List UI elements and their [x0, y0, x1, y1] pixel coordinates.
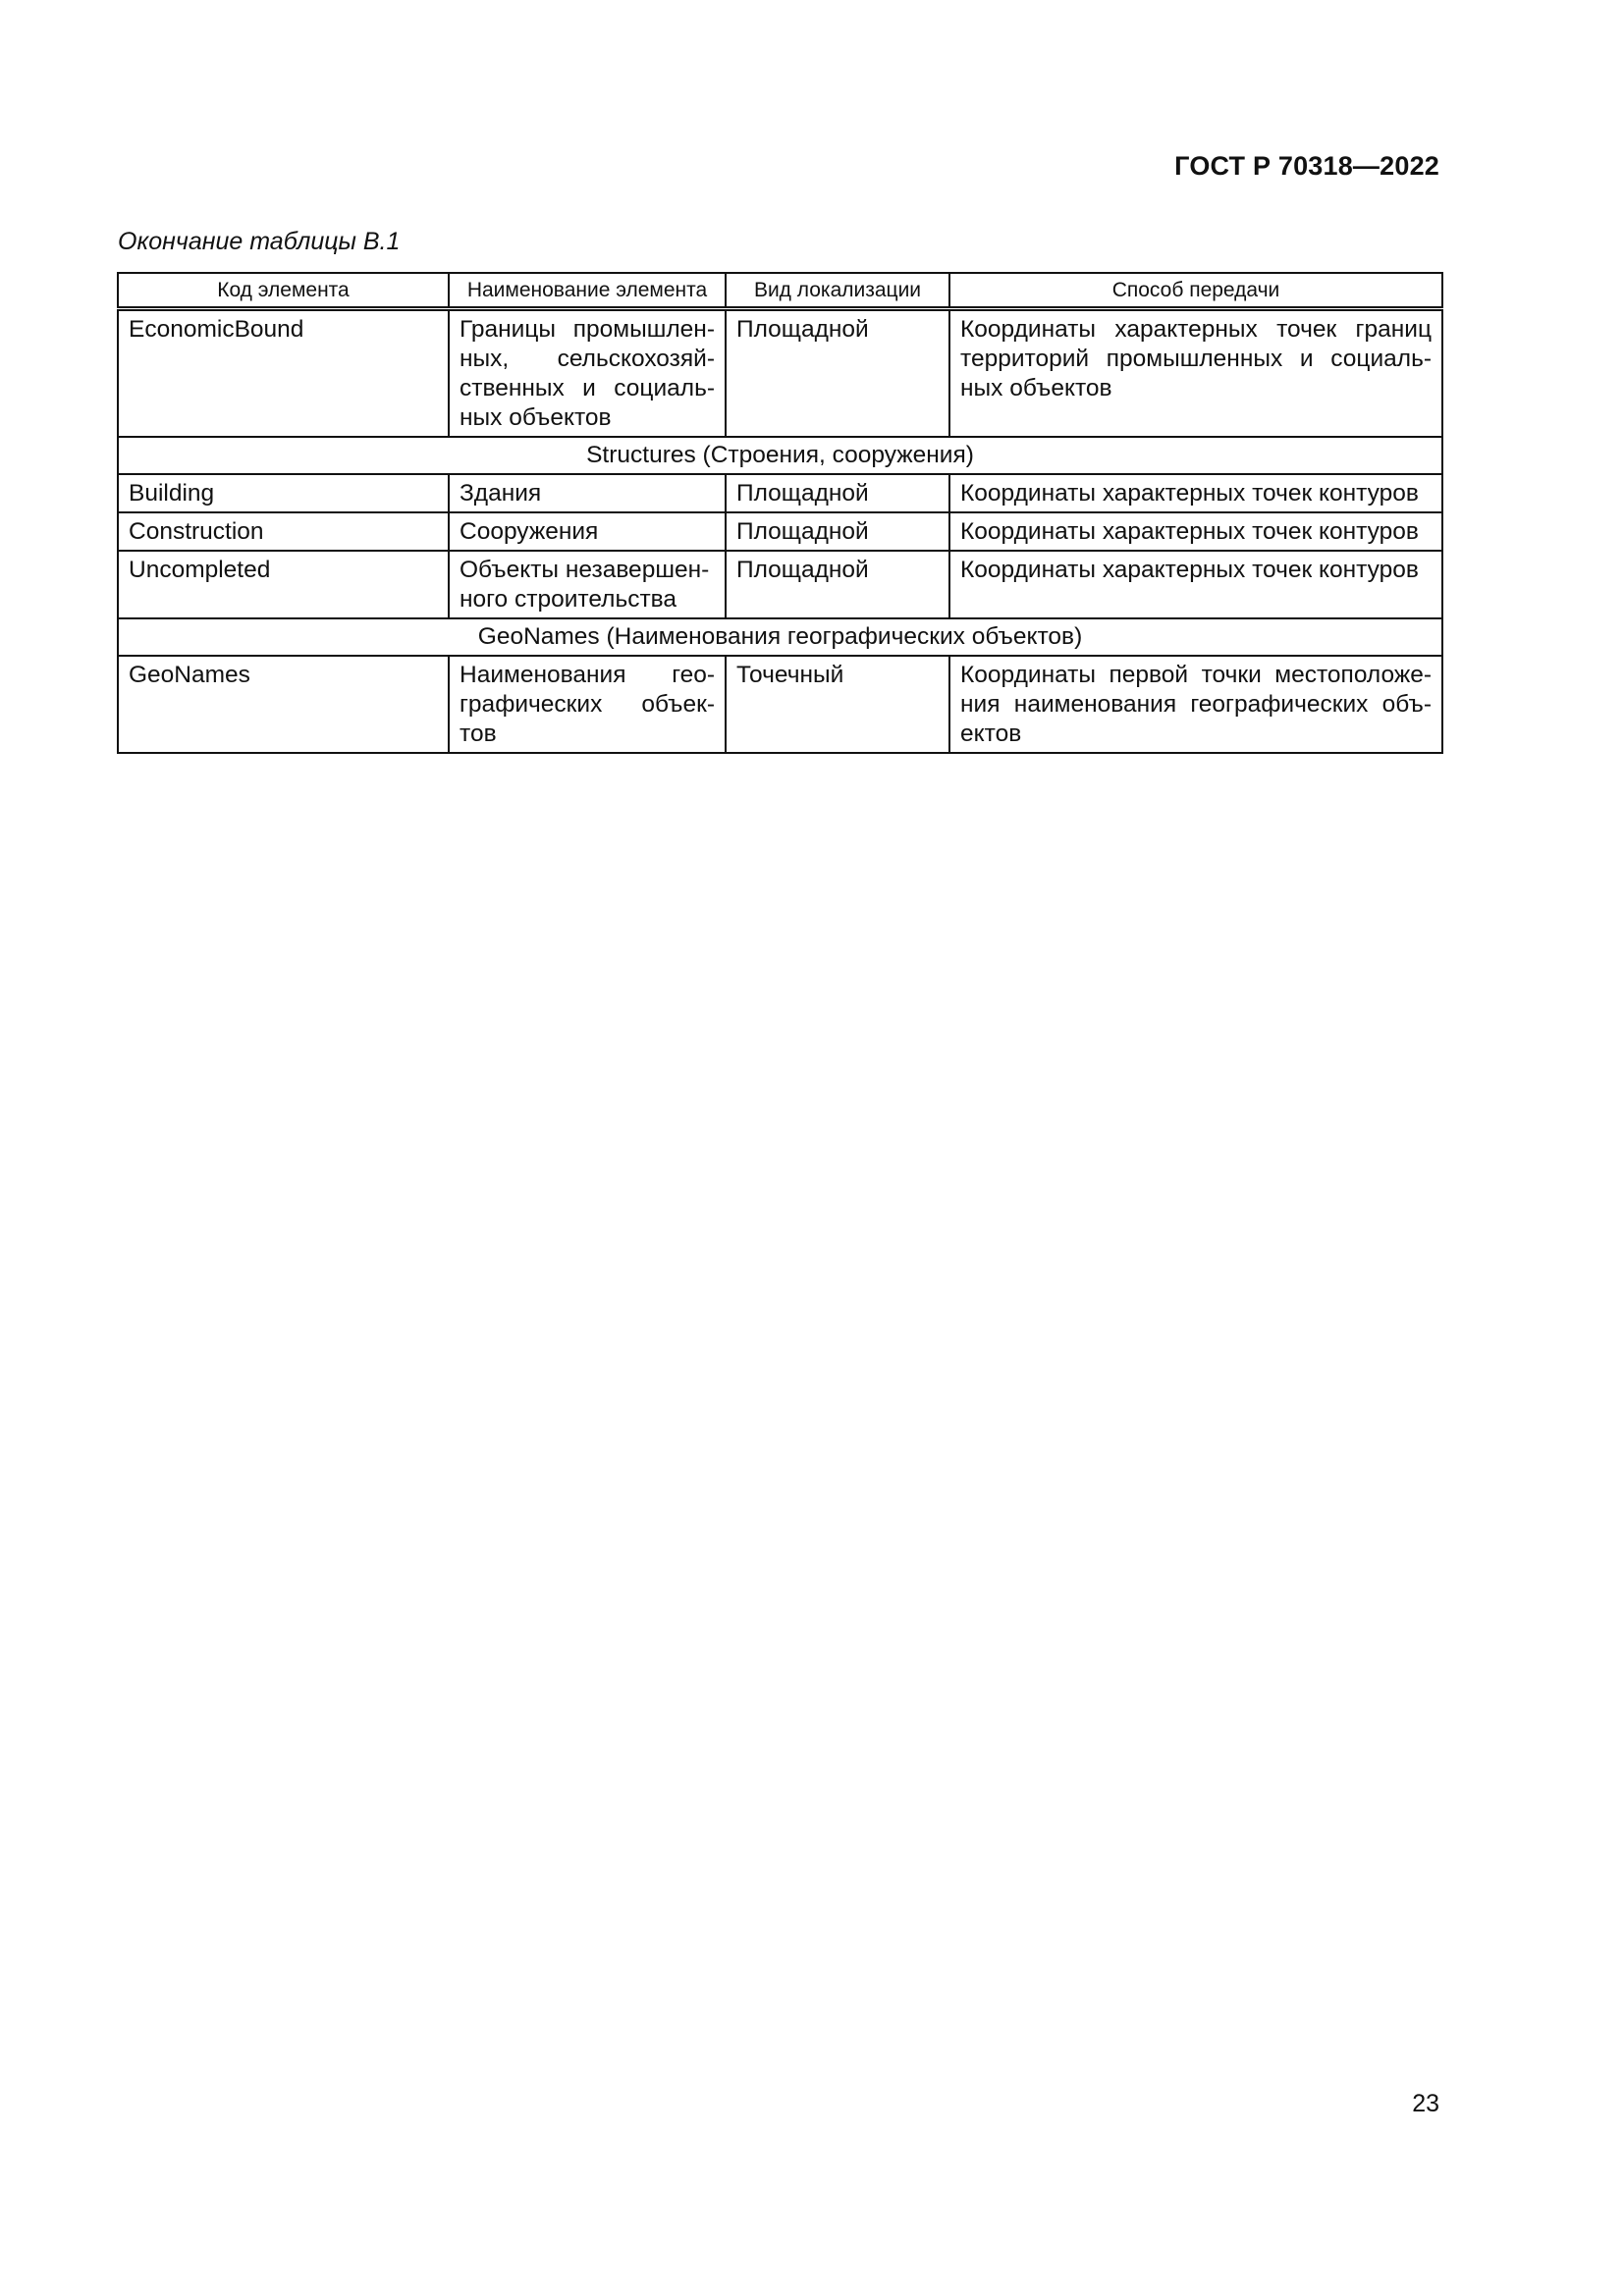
cell-localization: Площадной — [726, 512, 949, 551]
cell-method: Координаты характерных точек границ территорий промышленных и социаль-ных объектов — [949, 309, 1442, 438]
section-heading: GeoNames (Наименования географических объектов) — [118, 618, 1442, 656]
column-header-localization: Вид локализации — [726, 273, 949, 309]
table-container — [117, 272, 1441, 754]
cell-code: EconomicBound — [118, 309, 449, 438]
table-row — [118, 309, 1442, 438]
table-section-row — [118, 437, 1442, 474]
table-caption: Окончание таблицы В.1 — [118, 228, 401, 255]
column-header-code: Код элемента — [118, 273, 449, 309]
cell-code: Uncompleted — [118, 551, 449, 618]
cell-name: Сооружения — [449, 512, 726, 551]
table-row — [118, 656, 1442, 753]
cell-localization: Площадной — [726, 474, 949, 512]
table-row — [118, 551, 1442, 618]
table-row — [118, 474, 1442, 512]
cell-code: Building — [118, 474, 449, 512]
cell-localization: Точечный — [726, 656, 949, 753]
cell-name: Объекты незавершен-ного строительства — [449, 551, 726, 618]
cell-code: GeoNames — [118, 656, 449, 753]
table-section-row — [118, 618, 1442, 656]
cell-name: Здания — [449, 474, 726, 512]
column-header-method: Способ передачи — [949, 273, 1442, 309]
section-heading: Structures (Строения, сооружения) — [118, 437, 1442, 474]
data-table — [117, 272, 1443, 754]
table-header-row — [118, 273, 1442, 309]
column-header-name: Наименование элемента — [449, 273, 726, 309]
cell-name: Границы промышлен-ных, сельскохозяй-ственных и социаль-ных объектов — [449, 309, 726, 438]
standard-header: ГОСТ Р 70318—2022 — [1174, 151, 1439, 181]
cell-method: Координаты характерных точек контуров — [949, 512, 1442, 551]
cell-code: Construction — [118, 512, 449, 551]
cell-name: Наименования гео-графических объек-тов — [449, 656, 726, 753]
table-row — [118, 512, 1442, 551]
page-number: 23 — [1412, 2090, 1439, 2117]
cell-localization: Площадной — [726, 309, 949, 438]
cell-method: Координаты первой точки местоположе-ния наименования географических объ-ектов — [949, 656, 1442, 753]
cell-method: Координаты характерных точек контуров — [949, 474, 1442, 512]
cell-method: Координаты характерных точек контуров — [949, 551, 1442, 618]
cell-localization: Площадной — [726, 551, 949, 618]
